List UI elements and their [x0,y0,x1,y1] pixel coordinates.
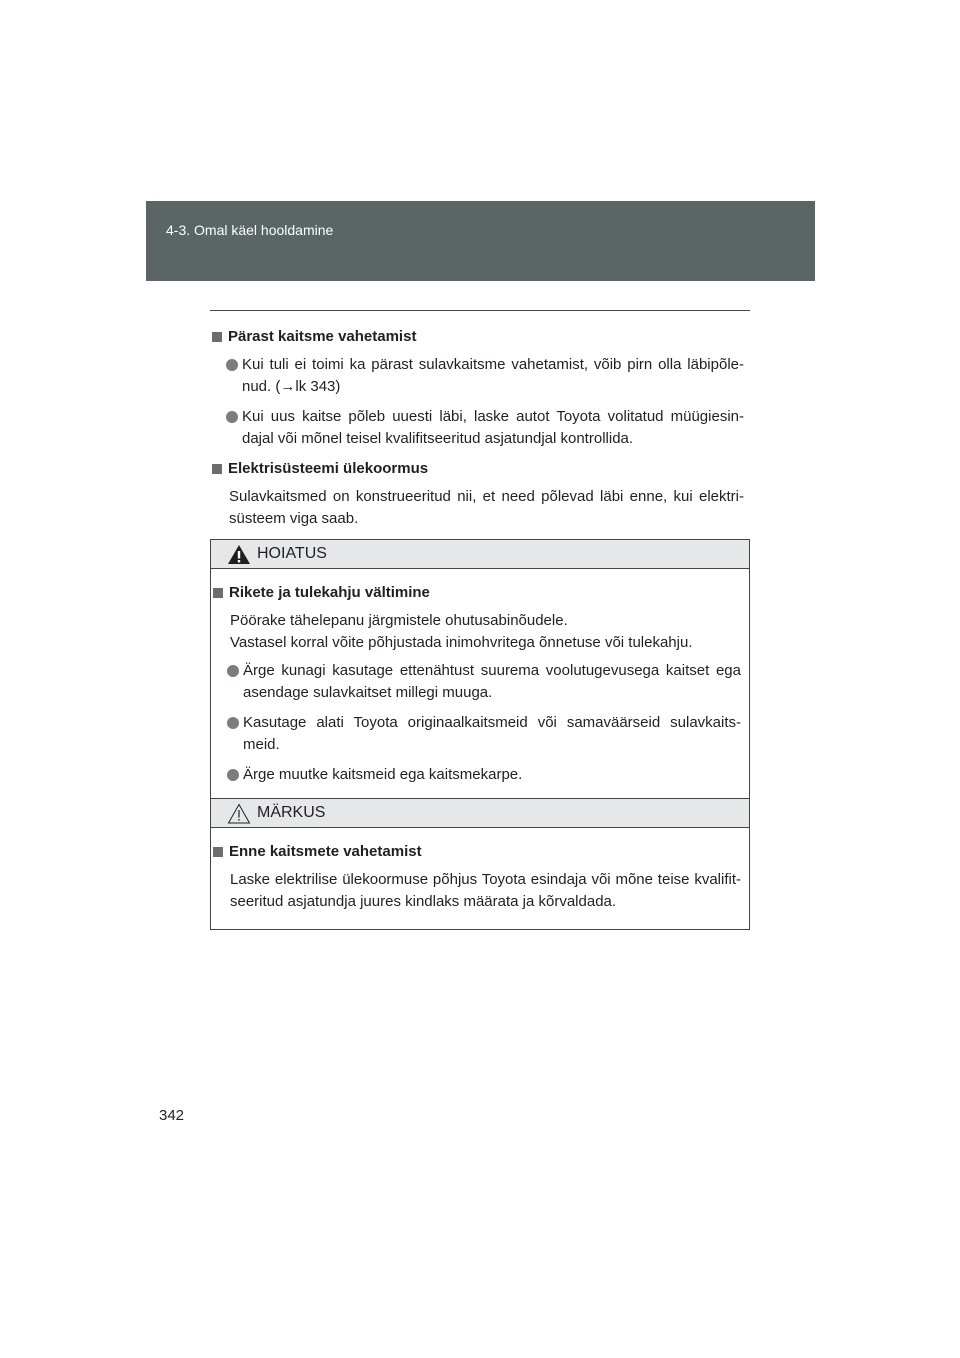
warning-label: HOIATUS [257,545,327,562]
section-header [146,201,815,281]
list-item: Kui uus kaitse põleb uuesti läbi, laske autot Toyota volitatud müügiesin-dajal või mõnel teisel kvalifitseeritud asjatundjal kontrollida. [226,406,744,450]
square-bullet-icon [213,588,223,598]
section-title: 4-3. Omal käel hooldamine [166,222,334,238]
round-bullet-icon [227,717,239,729]
notice-box-body [211,828,749,929]
list-item: Kasutage alati Toyota originaalkaitsmeid või samaväärseid sulavkaits-meid. [227,712,741,756]
heading-overload: Elektrisüsteemi ülekoormus [212,458,744,480]
heading-before-fuse-replace: Enne kaitsmete vahetamist [213,841,741,863]
notice-box-header [211,799,749,828]
heading-after-fuse-replace: Pärast kaitsme vahetamist [212,326,744,348]
round-bullet-icon [226,359,238,371]
warning-box [210,539,750,799]
notice-triangle-icon [227,803,251,824]
square-bullet-icon [213,847,223,857]
square-bullet-icon [212,332,222,342]
divider [210,310,750,311]
warning-box-body [211,569,749,798]
notice-label: MÄRKUS [257,804,326,821]
warning-triangle-icon [227,544,251,565]
paragraph: Pöörake tähelepanu järgmistele ohutusabinõudele. Vastasel korral võite põhjustada inimohvritega õnnetuse või tulekahju. [230,612,693,651]
paragraph: Sulavkaitsmed on konstrueeritud nii, et need põlevad läbi enne, kui elektri-süsteem viga saab. [229,488,744,527]
round-bullet-icon [227,769,239,781]
paragraph: Laske elektrilise ülekoormuse põhjus Toyota esindaja või mõne teise kvalifit-seeritud asjatundja juures kindlaks määrata ja kõrvaldada. [230,871,741,910]
round-bullet-icon [226,411,238,423]
page-number: 342 [159,1107,185,1124]
round-bullet-icon [227,665,239,677]
list-item: Ärge muutke kaitsmeid ega kaitsmekarpe. [227,764,741,786]
square-bullet-icon [212,464,222,474]
warning-box-header [211,540,749,569]
notice-box [210,798,750,930]
list-item: Ärge kunagi kasutage ettenähtust suurema voolutugevusega kaitset ega asendage sulavkaitset millegi muuga. [227,660,741,704]
main-content [212,326,744,538]
heading-fire-prevention: Rikete ja tulekahju vältimine [213,582,741,604]
list-item: Kui tuli ei toimi ka pärast sulavkaitsme vahetamist, võib pirn olla läbipõle-nud. (→lk 343) [226,354,744,398]
